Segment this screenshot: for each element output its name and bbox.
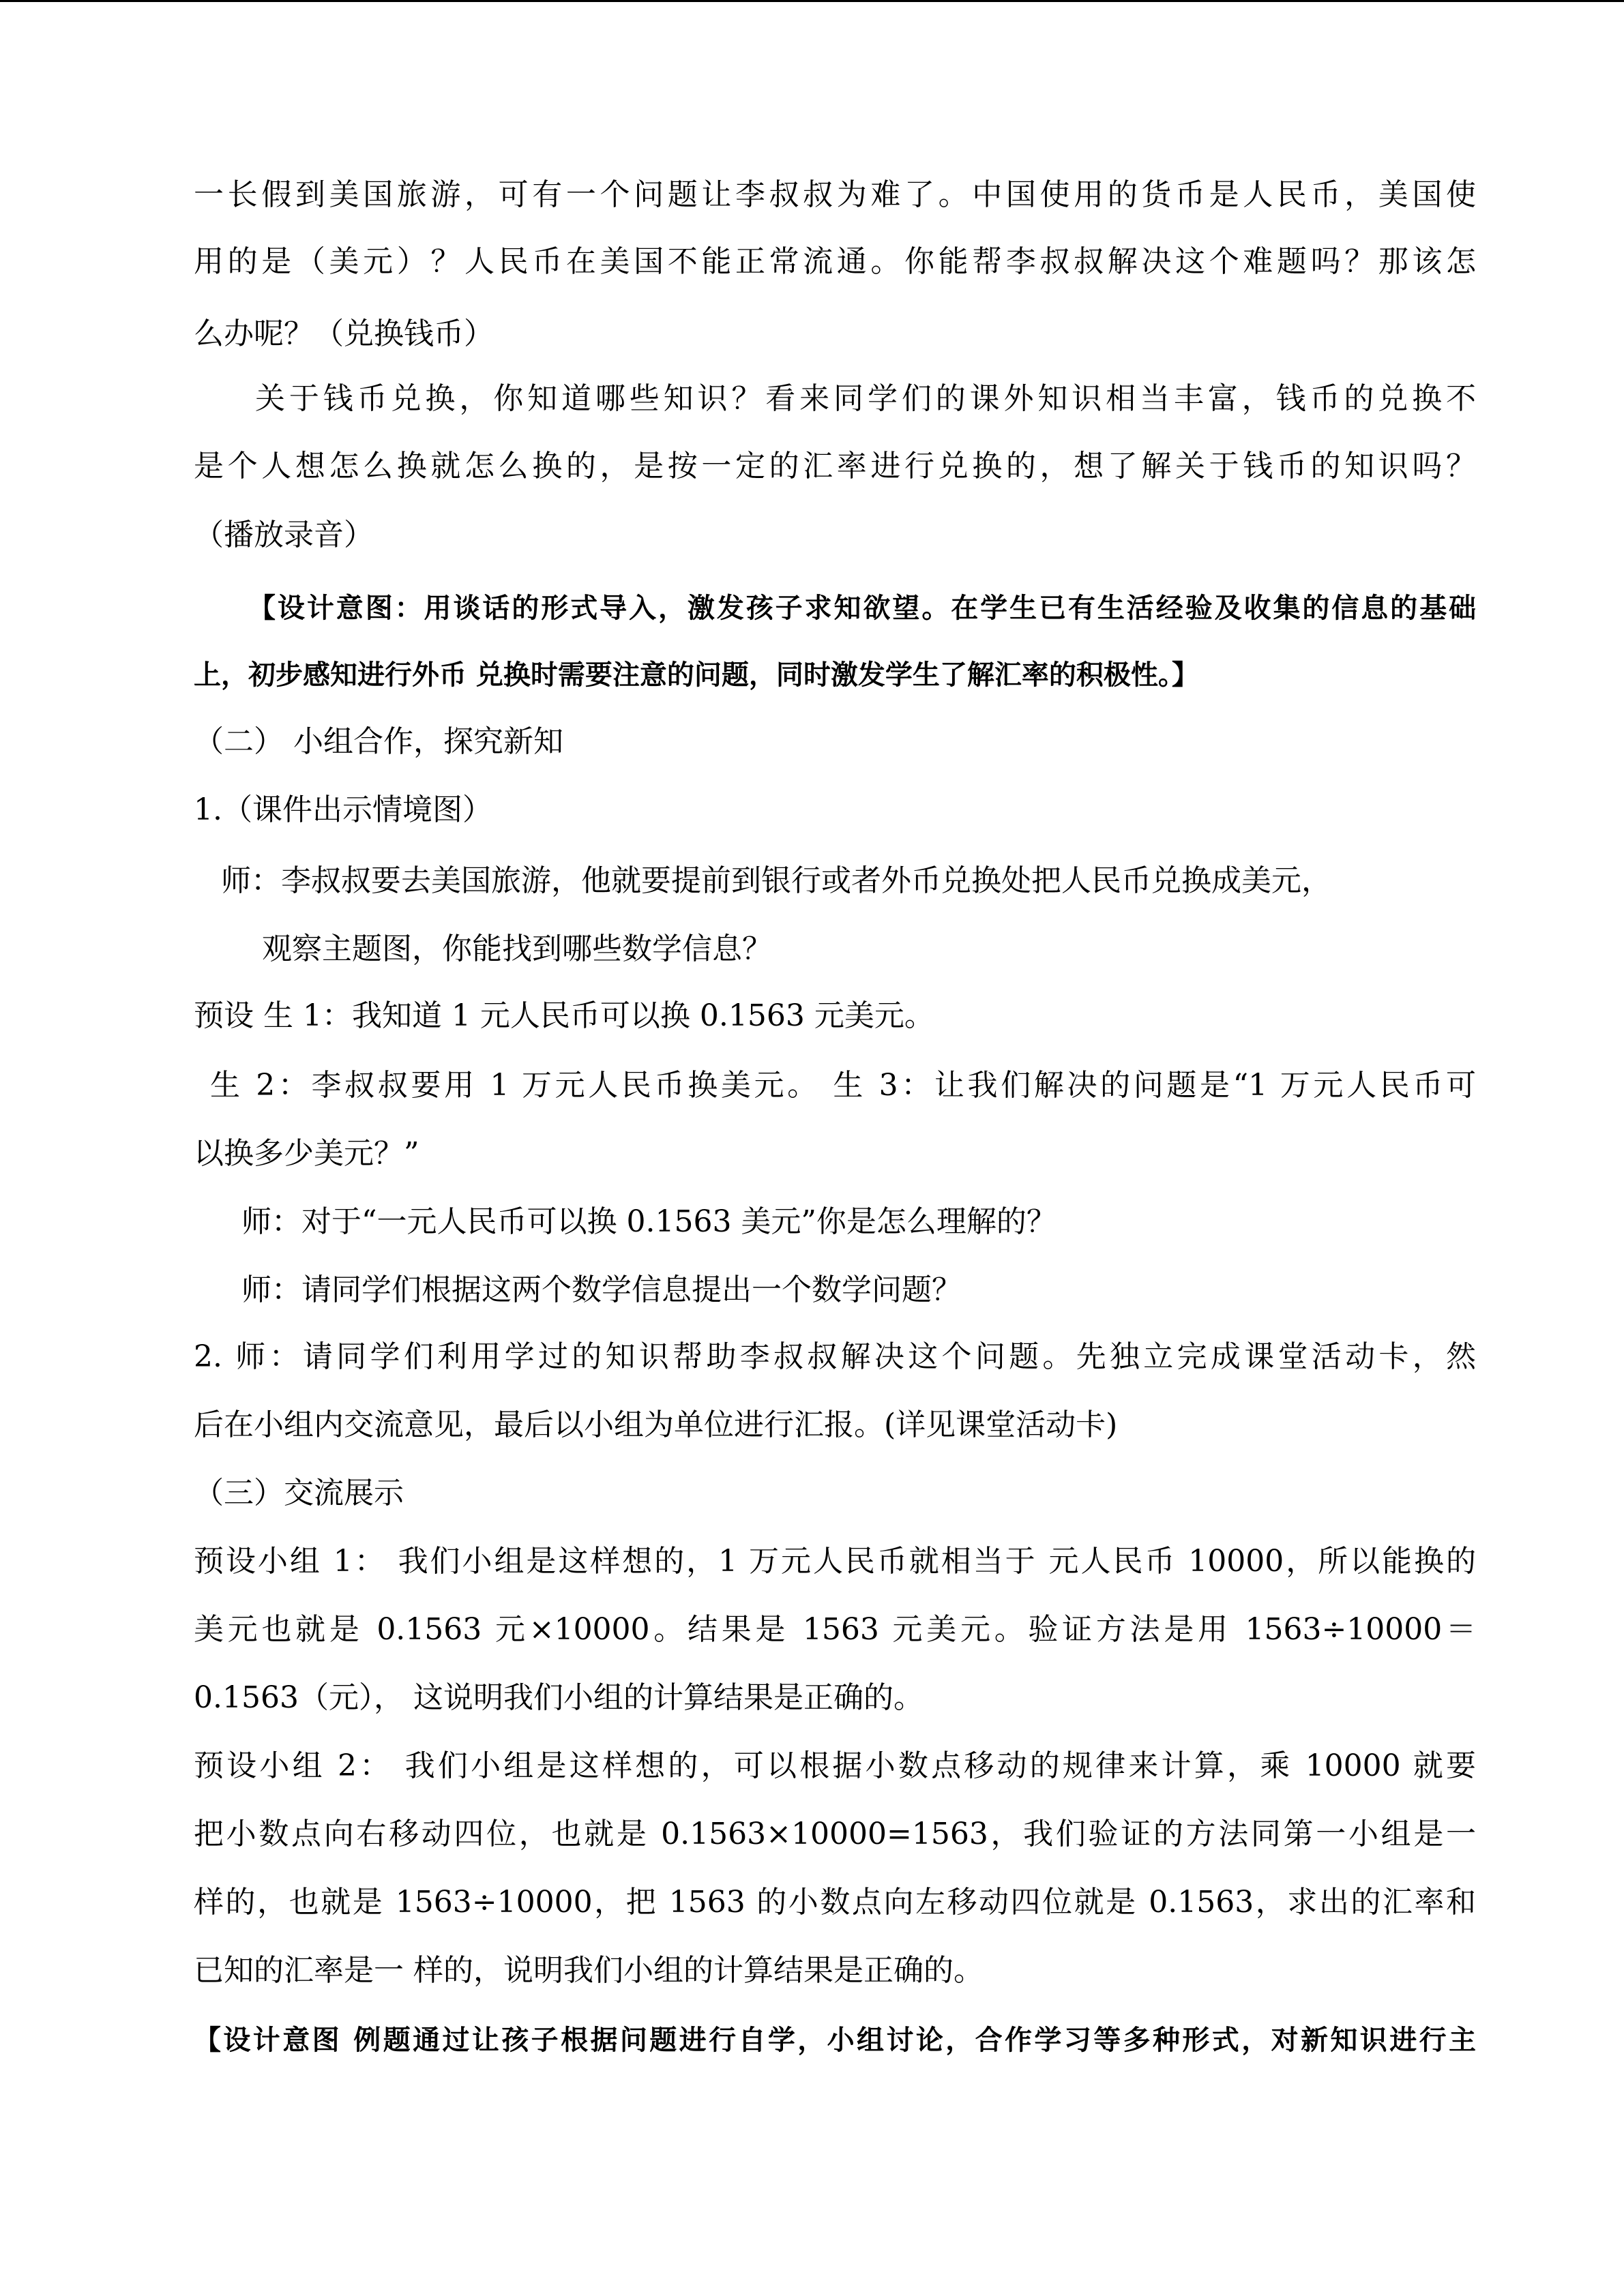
- paragraph-line: 样的，也就是 1563÷10000，把 1563 的小数点向左移动四位就是 0.1563，求出的汇率和: [194, 1885, 1476, 1920]
- page-top-border: [0, 0, 1624, 2]
- paragraph-line: 预设小组 2： 我们小组是这样想的，可以根据小数点移动的规律来计算，乘 10000 就要: [194, 1748, 1476, 1783]
- paragraph-line: 美元也就是 0.1563 元×10000。结果是 1563 元美元。验证方法是用 1563÷10000＝: [194, 1612, 1477, 1647]
- paragraph-line: 关于钱币兑换，你知道哪些知识？看来同学们的课外知识相当丰富，钱币的兑换不: [255, 381, 1476, 416]
- design-intent-note: 【设计意图 例题通过让孩子根据问题进行自学，小组讨论，合作学习等多种形式，对新知识进行主: [194, 2025, 1476, 2056]
- paragraph-line: 用的是（美元）？人民币在美国不能正常流通。你能帮李叔叔解决这个难题吗？那该怎: [194, 244, 1476, 279]
- section-heading: （二） 小组合作，探究新知: [194, 724, 563, 759]
- paragraph-line: （播放录音）: [194, 518, 374, 552]
- paragraph-line: 生 2：李叔叔要用 1 万元人民币换美元。 生 3：让我们解决的问题是“1 万元人民币可: [210, 1068, 1476, 1103]
- design-intent-note: 【设计意图：用谈话的形式导入，激发孩子求知欲望。在学生已有生活经验及收集的信息的基础: [248, 593, 1476, 624]
- design-intent-note: 上，初步感知进行外币 兑换时需要注意的问题，同时激发学生了解汇率的积极性。】: [194, 659, 1199, 691]
- paragraph-line: 是个人想怎么换就怎么换的，是按一定的汇率进行兑换的，想了解关于钱币的知识吗？: [194, 449, 1476, 483]
- paragraph-line: 以换多少美元？”: [194, 1136, 419, 1171]
- paragraph-line: 1.（课件出示情境图）: [194, 792, 492, 827]
- paragraph-line: 0.1563（元）， 这说明我们小组的计算结果是正确的。: [194, 1680, 924, 1715]
- paragraph-line: 后在小组内交流意见，最后以小组为单位进行汇报。(详见课堂活动卡): [194, 1407, 1118, 1442]
- paragraph-line: 师：对于“一元人民币可以换 0.1563 美元”你是怎么理解的？: [241, 1204, 1057, 1239]
- section-heading: （三）交流展示: [194, 1476, 404, 1510]
- paragraph-line: 把小数点向右移动四位，也就是 0.1563×10000=1563，我们验证的方法同第一小组是一: [194, 1817, 1476, 1851]
- paragraph-line: 师：请同学们根据这两个数学信息提出一个数学问题？: [241, 1272, 962, 1307]
- paragraph-line: 2. 师：请同学们利用学过的知识帮助李叔叔解决这个问题。先独立完成课堂活动卡，然: [194, 1339, 1476, 1374]
- paragraph-line: 预设小组 1： 我们小组是这样想的，1 万元人民币就相当于 元人民币 10000，所以能换的: [194, 1544, 1476, 1579]
- paragraph-line: 观察主题图，你能找到哪些数学信息？: [262, 931, 772, 966]
- paragraph-line: 预设 生 1：我知道 1 元人民币可以换 0.1563 元美元。: [194, 998, 934, 1033]
- paragraph-line: 么办呢？（兑换钱币）: [194, 316, 494, 351]
- paragraph-line: 一长假到美国旅游，可有一个问题让李叔叔为难了。中国使用的货币是人民币，美国使: [194, 177, 1476, 212]
- paragraph-line: 已知的汇率是一 样的，说明我们小组的计算结果是正确的。: [194, 1953, 984, 1988]
- paragraph-line: 师：李叔叔要去美国旅游，他就要提前到银行或者外币兑换处把人民币兑换成美元，: [221, 863, 1331, 898]
